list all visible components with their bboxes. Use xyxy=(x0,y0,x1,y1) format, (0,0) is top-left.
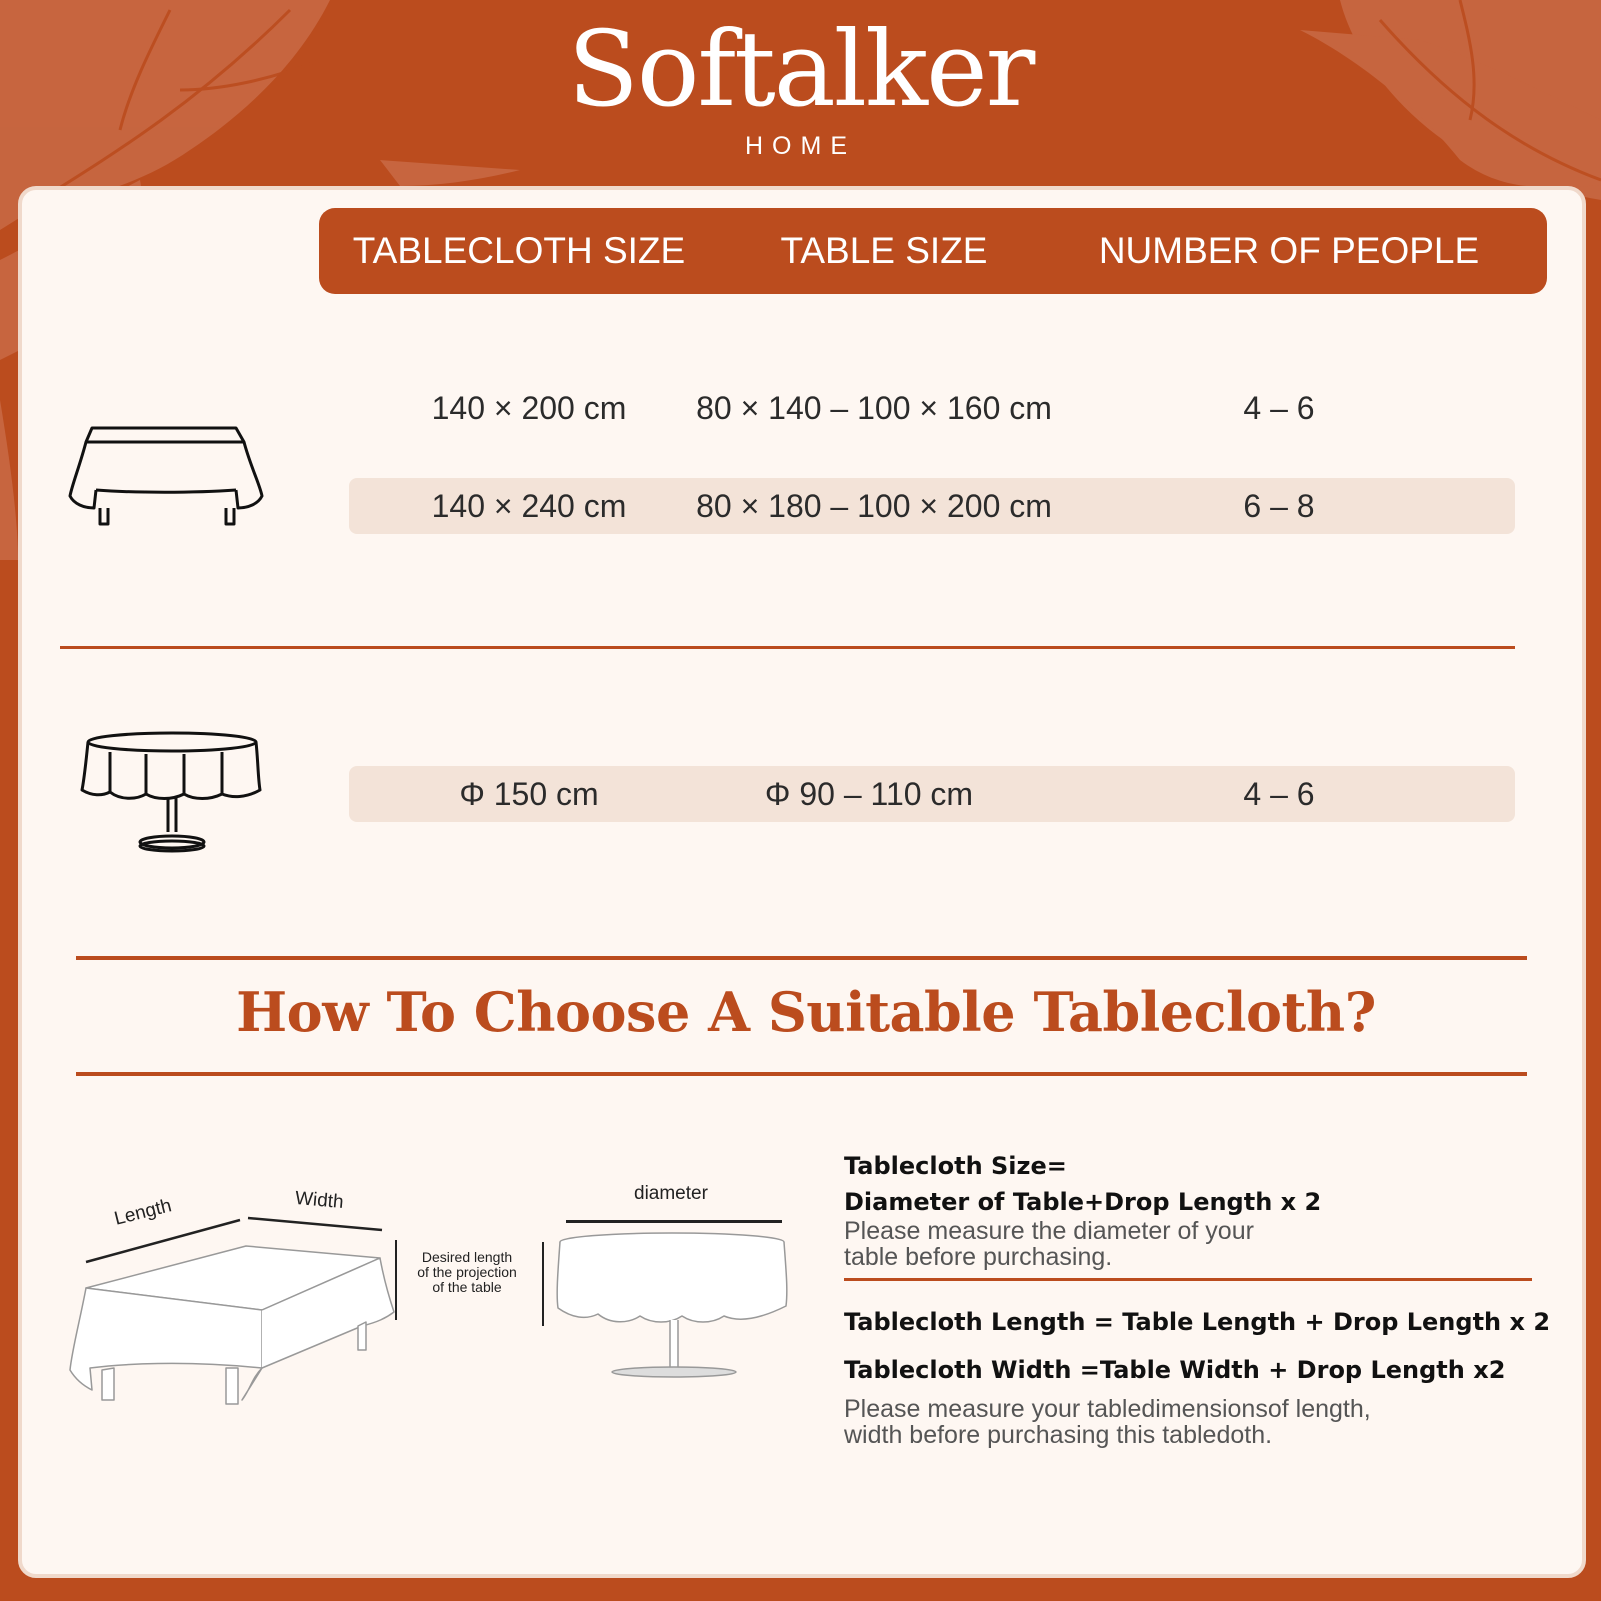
rectangular-table-diagram xyxy=(62,1200,402,1420)
table-size-value: Φ 90 – 110 cm xyxy=(764,776,974,812)
section-divider xyxy=(60,646,1515,649)
people-value: 4 – 6 xyxy=(1243,390,1315,426)
drop-label-line: of the table xyxy=(432,1279,502,1295)
round-table-icon xyxy=(80,730,270,860)
tablecloth-size-value: Φ 150 cm xyxy=(459,776,599,812)
width-formula: Tablecloth Width =Table Width + Drop Length x2 xyxy=(844,1356,1506,1384)
length-label: Length xyxy=(112,1195,174,1230)
rectangular-table-icon xyxy=(64,420,269,535)
header-tablecloth-size: TABLECLOTH SIZE xyxy=(352,230,686,271)
people-value: 6 – 8 xyxy=(1243,488,1315,524)
size-row-highlighted xyxy=(349,478,1515,534)
guide-title: How To Choose A Suitable Tablecloth? xyxy=(236,980,1376,1044)
table-header xyxy=(319,208,1547,294)
size-chart-card xyxy=(18,186,1586,1578)
length-formula: Tablecloth Length = Table Length + Drop Length x 2 xyxy=(844,1308,1551,1336)
formula-divider xyxy=(844,1278,1532,1281)
drop-length-marker xyxy=(542,1242,544,1326)
round-table-diagram xyxy=(552,1230,792,1380)
brand-subtitle: HOME xyxy=(745,132,856,160)
rect-note-line1: Please measure your tabledimensionsof length, xyxy=(844,1395,1371,1423)
diameter-label: diameter xyxy=(634,1183,708,1204)
tablecloth-size-value: 140 × 200 cm xyxy=(431,390,627,426)
round-note-line2: table before purchasing. xyxy=(844,1243,1113,1271)
drop-length-label xyxy=(402,1250,532,1295)
table-size-value: 80 × 180 – 100 × 200 cm xyxy=(696,488,1052,524)
drop-length-marker xyxy=(395,1240,397,1320)
title-rule-top xyxy=(76,956,1527,960)
table-size-value: 80 × 140 – 100 × 160 cm xyxy=(696,390,1052,426)
header-number-of-people: NUMBER OF PEOPLE xyxy=(1098,230,1480,271)
width-label: Width xyxy=(294,1187,345,1214)
diameter-marker xyxy=(566,1220,782,1223)
brand-name: Softalker xyxy=(567,8,1034,130)
round-formula-line1: Tablecloth Size= xyxy=(844,1152,1067,1180)
title-rule-bottom xyxy=(76,1072,1527,1076)
people-value: 4 – 6 xyxy=(1243,776,1315,812)
size-row xyxy=(349,380,1515,436)
drop-label-line: Desired length xyxy=(421,1249,513,1265)
round-note-line1: Please measure the diameter of your xyxy=(844,1217,1254,1245)
tablecloth-size-value: 140 × 240 cm xyxy=(431,488,627,524)
round-formula-line2: Diameter of Table+Drop Length x 2 xyxy=(844,1188,1322,1216)
header-table-size: TABLE SIZE xyxy=(780,230,988,271)
rect-note-line2: width before purchasing this tabledoth. xyxy=(844,1421,1273,1449)
brand-logo xyxy=(0,8,1601,161)
size-row-highlighted xyxy=(349,766,1515,822)
drop-label-line: of the projection xyxy=(417,1264,517,1280)
